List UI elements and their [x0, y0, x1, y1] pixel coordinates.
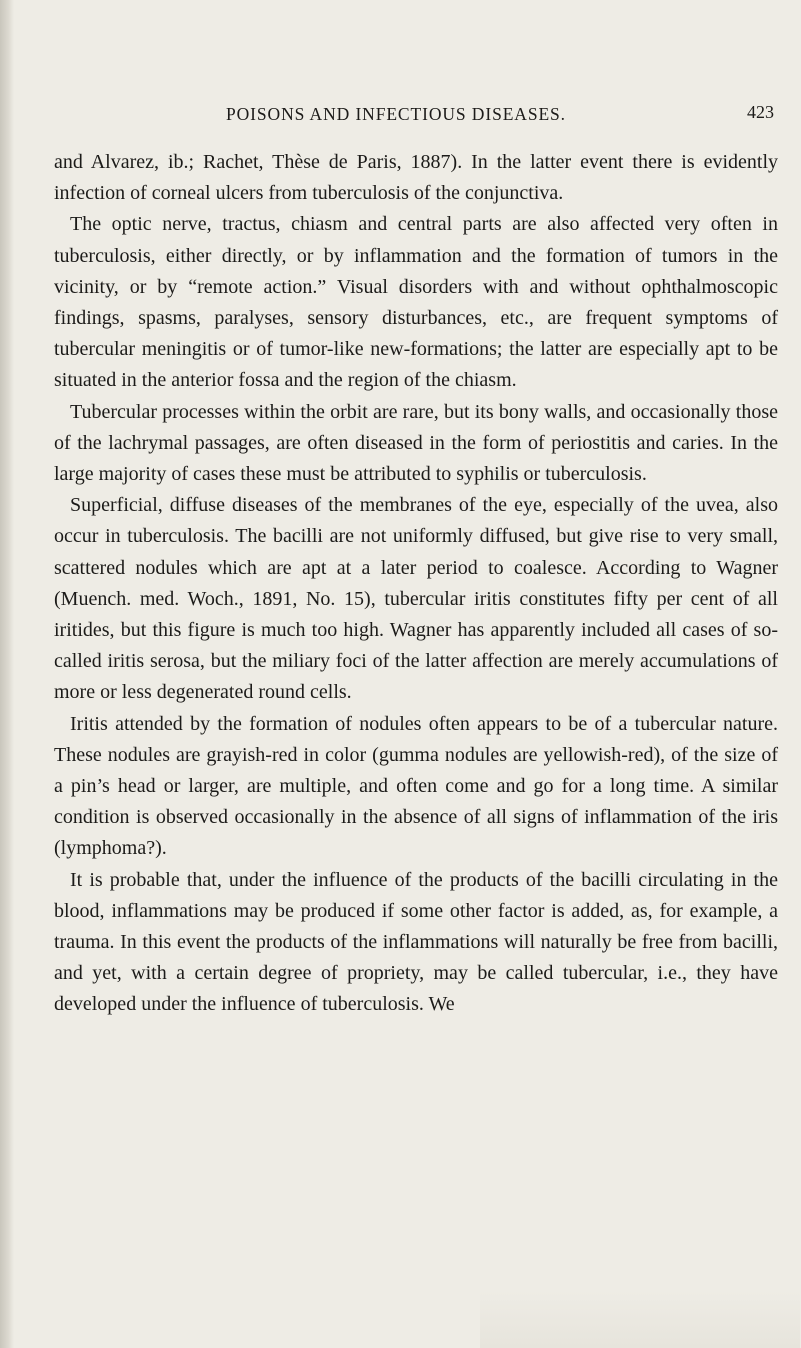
paragraph: Tubercular processes within the orbit are rare, but its bony walls, and occasionally those of the lachrymal passages, are often diseased in the form of periostitis and caries. In the large majority of cases these must be attributed to syphilis or tuberculosis. [54, 400, 778, 486]
page-number: 423 [747, 102, 774, 122]
paragraph: The optic nerve, tractus, chiasm and central parts are also affected very often in tuberculosis, either directly, or by inflammation and the formation of tumors in the vicinity, or by “remote action.” Visual disorders with and without ophthalmoscopic findings, spasms, paralyses, sensory disturbances, etc., are frequent symptoms of tubercular meningitis or of tumor-like new-formations; the latter are especially apt to be situated in the anterior fossa and the region of the chiasm. [54, 213, 778, 392]
running-title: POISONS AND INFECTIOUS DISEASES. [226, 104, 566, 124]
body-text [54, 147, 778, 1021]
page-shading [480, 1290, 800, 1348]
paragraph: It is probable that, under the influence of the products of the bacilli circulating in the blood, inflammations may be produced if some other factor is added, as, for example, a trauma. In this event the products of the inflammations will naturally be free from bacilli, and yet, with a certain degree of propriety, may be called tubercular, i.e., they have developed under the influence of tuberculosis. We [54, 868, 778, 1016]
paragraph: Superficial, diffuse diseases of the membranes of the eye, especially of the uvea, also occur in tuberculosis. The bacilli are not uniformly diffused, but give rise to very small, scattered nodules which are apt at a later period to coalesce. According to Wagner (Muench. med. Woch., 1891, No. 15), tubercular iritis constitutes fifty per cent of all iritides, but this figure is much too high. Wagner has apparently included all cases of so-called iritis serosa, but the miliary foci of the latter affection are merely accumulations of more or less degenerated round cells. [54, 494, 778, 704]
paragraph: and Alvarez, ib.; Rachet, Thèse de Paris, 1887). In the latter event there is evidently infection of corneal ulcers from tuberculosis of the conjunctiva. [54, 151, 778, 205]
paragraph: Iritis attended by the formation of nodules often appears to be of a tubercular nature. These nodules are grayish-red in color (gumma nodules are yellowish-red), of the size of a pin’s head or larger, are multiple, and often come and go for a long time. A similar condition is observed occasionally in the absence of all signs of inflammation of the iris (lymphoma?). [54, 712, 778, 860]
page-header [54, 104, 778, 134]
page-gutter-shadow [0, 0, 14, 1348]
